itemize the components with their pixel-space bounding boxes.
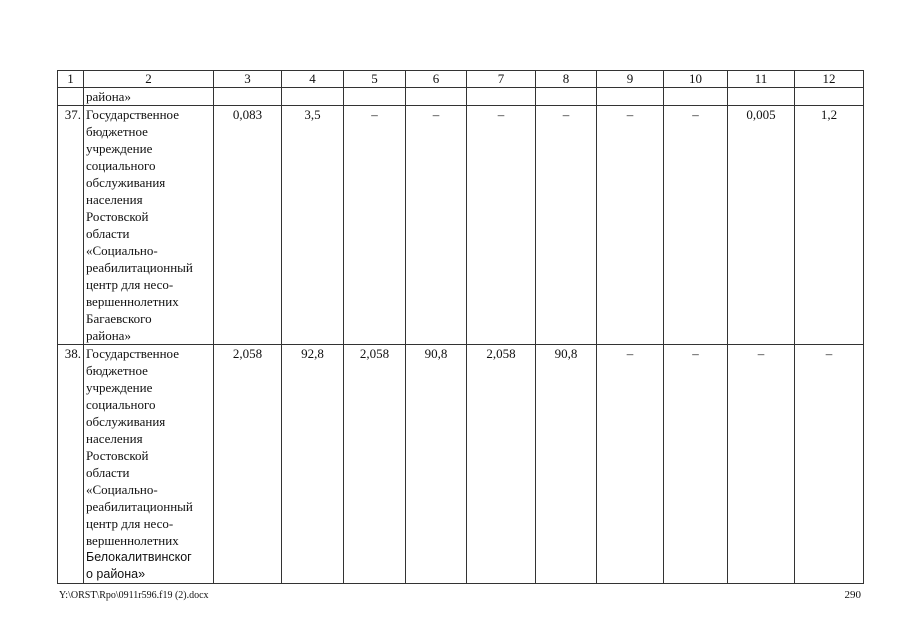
value-cell bbox=[597, 88, 664, 106]
value-cell: – bbox=[536, 106, 597, 345]
name-line: Государственное bbox=[86, 107, 179, 122]
name-line: социального bbox=[86, 158, 156, 173]
header-cell: 1 bbox=[58, 71, 84, 88]
name-line: Ростовской bbox=[86, 209, 149, 224]
name-line: населения bbox=[86, 431, 143, 446]
header-cell: 7 bbox=[467, 71, 536, 88]
value-cell: 0,005 bbox=[728, 106, 795, 345]
row-number-cell: 38. bbox=[58, 345, 84, 584]
value-cell: – bbox=[597, 106, 664, 345]
value-cell bbox=[664, 88, 728, 106]
header-cell: 9 bbox=[597, 71, 664, 88]
value-cell: – bbox=[597, 345, 664, 584]
value-cell bbox=[282, 88, 344, 106]
value-cell bbox=[728, 88, 795, 106]
organization-name-cell bbox=[84, 106, 214, 345]
name-line: Ростовской bbox=[86, 448, 149, 463]
value-cell bbox=[406, 88, 467, 106]
name-line: центр для несо- bbox=[86, 516, 174, 531]
name-line: области bbox=[86, 226, 130, 241]
name-line: района» bbox=[86, 328, 131, 343]
value-cell: 3,5 bbox=[282, 106, 344, 345]
name-line: учреждение bbox=[86, 380, 153, 395]
value-cell bbox=[467, 88, 536, 106]
name-line: обслуживания bbox=[86, 414, 166, 429]
footer-file-path: Y:\ORST\Rpo\0911r596.f19 (2).docx bbox=[59, 590, 209, 601]
value-cell: – bbox=[664, 345, 728, 584]
value-cell bbox=[214, 88, 282, 106]
header-cell: 10 bbox=[664, 71, 728, 88]
name-line: Багаевского bbox=[86, 311, 152, 326]
name-line: бюджетное bbox=[86, 124, 148, 139]
name-line: «Социально- bbox=[86, 243, 158, 258]
name-line: «Социально- bbox=[86, 482, 158, 497]
name-line: обслуживания bbox=[86, 175, 166, 190]
name-line: населения bbox=[86, 192, 143, 207]
organization-name-cell bbox=[84, 88, 214, 106]
name-line: вершеннолетних bbox=[86, 533, 179, 548]
header-cell: 11 bbox=[728, 71, 795, 88]
name-line: социального bbox=[86, 397, 156, 412]
header-cell: 6 bbox=[406, 71, 467, 88]
value-cell: 92,8 bbox=[282, 345, 344, 584]
value-cell: 1,2 bbox=[795, 106, 864, 345]
table-row bbox=[58, 345, 864, 584]
name-line: реабилитационный bbox=[86, 260, 193, 275]
name-line: Белокалитвинског bbox=[86, 550, 192, 564]
name-line: района» bbox=[86, 89, 131, 104]
header-cell: 2 bbox=[84, 71, 214, 88]
page-number: 290 bbox=[844, 589, 861, 601]
value-cell: 0,083 bbox=[214, 106, 282, 345]
table-body bbox=[58, 88, 864, 584]
value-cell: 90,8 bbox=[406, 345, 467, 584]
name-line: учреждение bbox=[86, 141, 153, 156]
value-cell bbox=[795, 88, 864, 106]
header-cell: 8 bbox=[536, 71, 597, 88]
value-cell: 2,058 bbox=[214, 345, 282, 584]
value-cell: – bbox=[664, 106, 728, 345]
header-cell: 4 bbox=[282, 71, 344, 88]
header-cell: 5 bbox=[344, 71, 406, 88]
header-cell: 3 bbox=[214, 71, 282, 88]
value-cell: 2,058 bbox=[467, 345, 536, 584]
name-line: о района» bbox=[86, 567, 146, 581]
value-cell: – bbox=[467, 106, 536, 345]
value-cell: – bbox=[344, 106, 406, 345]
table-row bbox=[58, 106, 864, 345]
value-cell bbox=[536, 88, 597, 106]
organization-name-cell bbox=[84, 345, 214, 584]
name-line: центр для несо- bbox=[86, 277, 174, 292]
header-row bbox=[58, 71, 864, 88]
continuation-row bbox=[58, 88, 864, 106]
value-cell: 90,8 bbox=[536, 345, 597, 584]
name-line: области bbox=[86, 465, 130, 480]
value-cell: 2,058 bbox=[344, 345, 406, 584]
name-line: бюджетное bbox=[86, 363, 148, 378]
document-table bbox=[57, 70, 864, 584]
value-cell: – bbox=[728, 345, 795, 584]
value-cell bbox=[344, 88, 406, 106]
row-number-cell bbox=[58, 88, 84, 106]
row-number-cell: 37. bbox=[58, 106, 84, 345]
header-cell: 12 bbox=[795, 71, 864, 88]
value-cell: – bbox=[795, 345, 864, 584]
name-line: Государственное bbox=[86, 346, 179, 361]
name-line: реабилитационный bbox=[86, 499, 193, 514]
name-line: вершеннолетних bbox=[86, 294, 179, 309]
value-cell: – bbox=[406, 106, 467, 345]
